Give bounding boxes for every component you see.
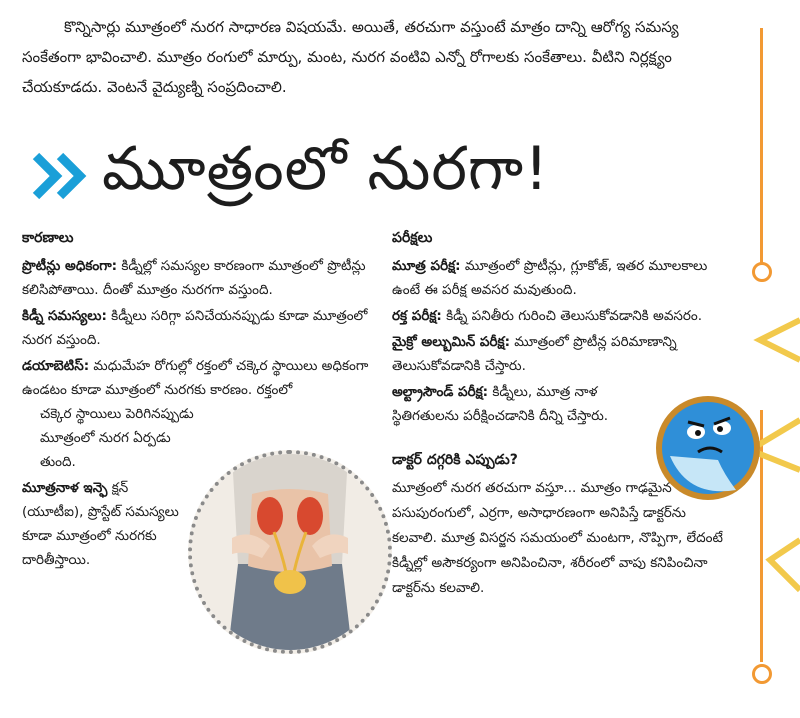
double-chevron-right-icon [30,150,88,202]
tests-heading: పరీక్షలు [392,230,433,246]
test-term: అల్ట్రాసౌండ్ పరీక్ష: [392,384,489,400]
test-term: మైక్రో అల్బుమిన్ పరీక్ష: [392,334,510,350]
test-item [392,380,632,428]
doctor-text: మూత్రంలో నురగ తరచుగా వస్తూ... మూత్రం గాఢమైన పసుపురంగులో, ఎర్రగా, అసాధారణంగా అనిపిస్తే డాక్టర్‌ను కలవాలి. మూత్ర విసర్జన సమయంలో మంటగా, నొప్పిగా, లేదంటే కిడ్నీల్లో అసౌకర్యంగా అనిపించినా, శరీరంలో వాపు కనిపించినా డాక్టర్‌ను కలవాలి. [392,480,723,596]
germ-mascot-icon [648,378,768,532]
decorative-ring [752,664,772,684]
test-term: మూత్ర పరీక్ష: [392,258,461,274]
cause-text: కిడ్నీల్లో సమస్యల కారణంగా మూత్రంలో ప్రొటీన్లు కలిసిపోతాయి. దీంతో మూత్రం నురగగా వస్తుంది. [22,258,366,298]
cause-term: కిడ్నీ సమస్యలు: [22,308,107,324]
test-text: కిడ్నీ పనితీరు గురించి తెలుసుకోవడానికి అవసరం. [446,308,703,324]
test-text: మూత్రంలో ప్రొటీన్లు, గ్లూకోజ్, ఇతర మూలకాలు ఉంటే ఈ పరీక్ష అవసర మవుతుంది. [392,258,708,298]
test-text: మూత్రంలో ప్రొటీన్ల పరిమాణాన్ని తెలుసుకోవడానికి చేస్తారు. [392,334,677,374]
cause-text-cont: చక్కెర స్థాయిలు పెరిగినప్పుడు మూత్రంలో నురగ ఏర్పడు తుంది. [40,406,194,470]
headline [30,136,549,216]
intro-paragraph: కొన్నిసార్లు మూత్రంలో నురగ సాధారణ విషయమే. అయితే, తరచుగా వస్తుంటే మాత్రం దాన్ని ఆరోగ్య సమస్య సంకేతంగా భావించాలి. మూత్రం రంగులో మార్పు, మంట, నురగ వంటివి ఎన్నో రోగాలకు సంకేతాలు. వీటిని నిర్లక్ష్యం చేయకూడదు. వెంటనే వైద్యుణ్ని సంప్రదించాలి. [22,18,679,96]
cause-text: కిడ్నీలు సరిగ్గా పనిచేయనప్పుడు కూడా మూత్రంలో నురగ వస్తుంది. [22,308,368,348]
decorative-ring [752,262,772,282]
test-text: కిడ్నీలు, మూత్ర నాళ స్థితిగతులను పరీక్షించడానికి దీన్ని చేస్తారు. [392,384,609,424]
cause-text: క్షన్ (యూటీఐ), ప్రొస్టేట్ సమస్యలు కూడా మూత్రంలో నురగకు దారితీస్తాయి. [22,480,179,568]
decorative-line [760,28,763,263]
test-item [392,304,732,328]
kidney-illustration [188,450,392,654]
headline-title: మూత్రంలో నురగా! [102,134,550,204]
cause-item [22,476,187,572]
test-term: రక్త పరీక్ష: [392,308,442,324]
test-item [392,330,732,378]
cause-text: మధుమేహ రోగుల్లో రక్తంలో చక్కెర స్థాయిలు అధికంగా ఉండటం కూడా మూత్రంలో నురగకు కారణం. రక్తంలో [22,358,369,398]
cause-item [22,354,392,474]
causes-heading: కారణాలు [22,230,74,246]
cause-item [22,254,392,302]
test-item [392,254,732,302]
cause-term: మూత్రనాళ ఇన్ఫె [22,480,108,496]
cause-item [22,304,392,352]
doctor-heading: డాక్టర్ దగ్గరికి ఎప్పుడు? [392,452,518,468]
cause-term: డయాబెటిస్: [22,358,90,374]
cause-term: ప్రొటీన్లు అధికంగా: [22,258,118,274]
